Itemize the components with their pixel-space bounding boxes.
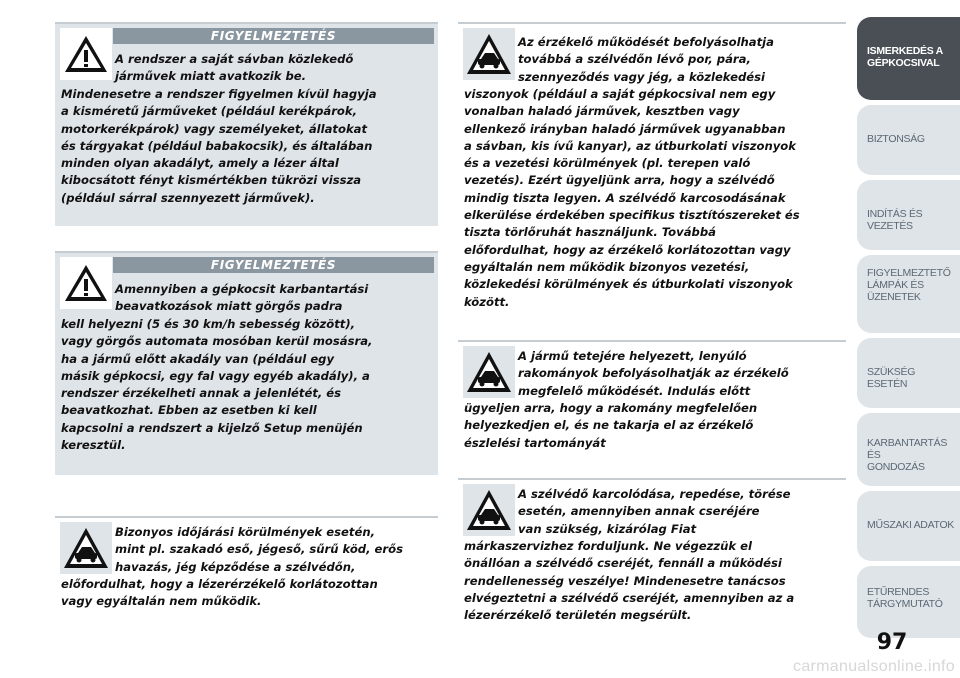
- note-box-4: [458, 480, 846, 630]
- warning-body-text: Mindenesetre a rendszer figyelmen kívül hagyja a kisméretű járműveket (például kerékpárok, motorkerékpárok) vagy személyeket, állatokat és tárgyakat (például babakocsik), és általában minden olyan akadályt, amely a lézer által kibocsátott fényt kismértékben tükrözi vissza (például sárral szennyezett járművek).: [61, 87, 377, 205]
- page-number: 97: [876, 630, 908, 655]
- warning-triangle-icon: [60, 28, 112, 80]
- note-box-1: [55, 518, 438, 617]
- warning-box-2: [55, 253, 438, 475]
- car-caution-icon: [60, 522, 112, 574]
- tab-muszaki[interactable]: MŰSZAKI ADATOK: [857, 491, 960, 561]
- warning-box-1: [55, 24, 438, 226]
- car-caution-icon: [463, 484, 515, 536]
- warning-lead-text: A rendszer a saját sávban közlekedő járművek miatt avatkozik be.: [115, 52, 354, 84]
- note-body-text: előfordulhat, hogy a lézerérzékelő korlátozottan vagy egyáltalán nem működik.: [61, 577, 378, 609]
- tab-ismerkedes[interactable]: ISMERKEDÉS A GÉPKOCSIVAL: [857, 17, 960, 100]
- warning-triangle-icon: [60, 257, 112, 309]
- note-lead-text: A jármű tetejére helyezett, lenyúló rakományok befolyásolhatják az érzékelő megfelelő működését. Indulás előtt: [518, 349, 789, 398]
- watermark: carmanualsonline.info: [793, 658, 955, 675]
- note-body-text: márkaszervizhez forduljunk. Ne végezzük el önállóan a szélvédő cseréjét, fennáll a működési rendellenesség veszélye! Mindenesetre tanácsos elvégeztetni a szélvédő cseréjét, amennyiben az a lézerérzékelő területén megsérült.: [464, 539, 795, 623]
- warning-body-text: kell helyezni (5 és 30 km/h sebesség között), vagy görgős automata mosóban kerül mosásra, ha a jármű előtt akadály van (például egy másik gépkocsi, egy fal vagy egyéb akadály), a rendszer érzékelheti annak a jelenlétét, és beavatkozhat. Ebben az esetben ki kell kapcsolni a rendszert a kijelző Setup menüjén keresztül.: [61, 317, 373, 453]
- car-caution-icon: [463, 28, 515, 80]
- note-box-2: [458, 24, 846, 324]
- tab-inditas[interactable]: INDÍTÁS ÉS VEZETÉS: [857, 180, 960, 250]
- tab-karbantartas[interactable]: KARBANTARTÁS ÉS GONDOZÁS: [857, 413, 960, 486]
- warning-heading: FIGYELMEZTETÉS: [113, 257, 434, 273]
- tab-biztonsag[interactable]: BIZTONSÁG: [857, 105, 960, 175]
- tab-targymutato[interactable]: ETŰRENDES TÁRGYMUTATÓ: [857, 566, 960, 638]
- tab-figyelmezteto[interactable]: FIGYELMEZTETŐ LÁMPÁK ÉS ÜZENETEK: [857, 255, 960, 333]
- car-caution-icon: [463, 346, 515, 398]
- note-lead-text: Az érzékelő működését befolyásolhatja továbbá a szélvédőn lévő por, pára, szennyeződés vagy jég, a közlekedési: [518, 35, 774, 84]
- tab-szukseg[interactable]: SZÜKSÉG ESETÉN: [857, 338, 960, 408]
- note-box-3: [458, 342, 846, 462]
- warning-heading: FIGYELMEZTETÉS: [113, 28, 434, 44]
- note-body-text: viszonyok (például a saját gépkocsival nem egy vonalban haladó járművek, kesztben vagy ellenkező irányban haladó járművek ugyanabban a sávban, kis ívű kanyar), az útburkolati viszonyok és a vezetési körülmények (pl. terepen való vezetés). Ezért ügyeljünk arra, hogy a szélvédő mindig tiszta legyen. A szélvédő karcosodásának elkerülése érdekében specifikus tisztítószereket és tiszta törlőruhát használjunk. Továbbá előfordulhat, hogy az érzékelő korlátozottan vagy egyáltalán nem működik bizonyos vezetési, közlekedési körülmények és útburkolati viszonyok között.: [464, 87, 800, 309]
- warning-lead-text: Amennyiben a gépkocsit karbantartási beavatkozások miatt görgős padra: [115, 282, 369, 314]
- note-lead-text: A szélvédő karcolódása, repedése, törése esetén, amennyiben annak cseréjére van szükség, kizárólag Fiat: [518, 487, 791, 536]
- note-lead-text: Bizonyos időjárási körülmények esetén, mint pl. szakadó eső, jégeső, sűrű köd, erős havazás, jég képződése a szélvédőn,: [115, 525, 403, 574]
- note-body-text: ügyeljen arra, hogy a rakomány megfelelően helyezkedjen el, és ne takarja el az érzékelő észlelési tartományát: [464, 401, 758, 450]
